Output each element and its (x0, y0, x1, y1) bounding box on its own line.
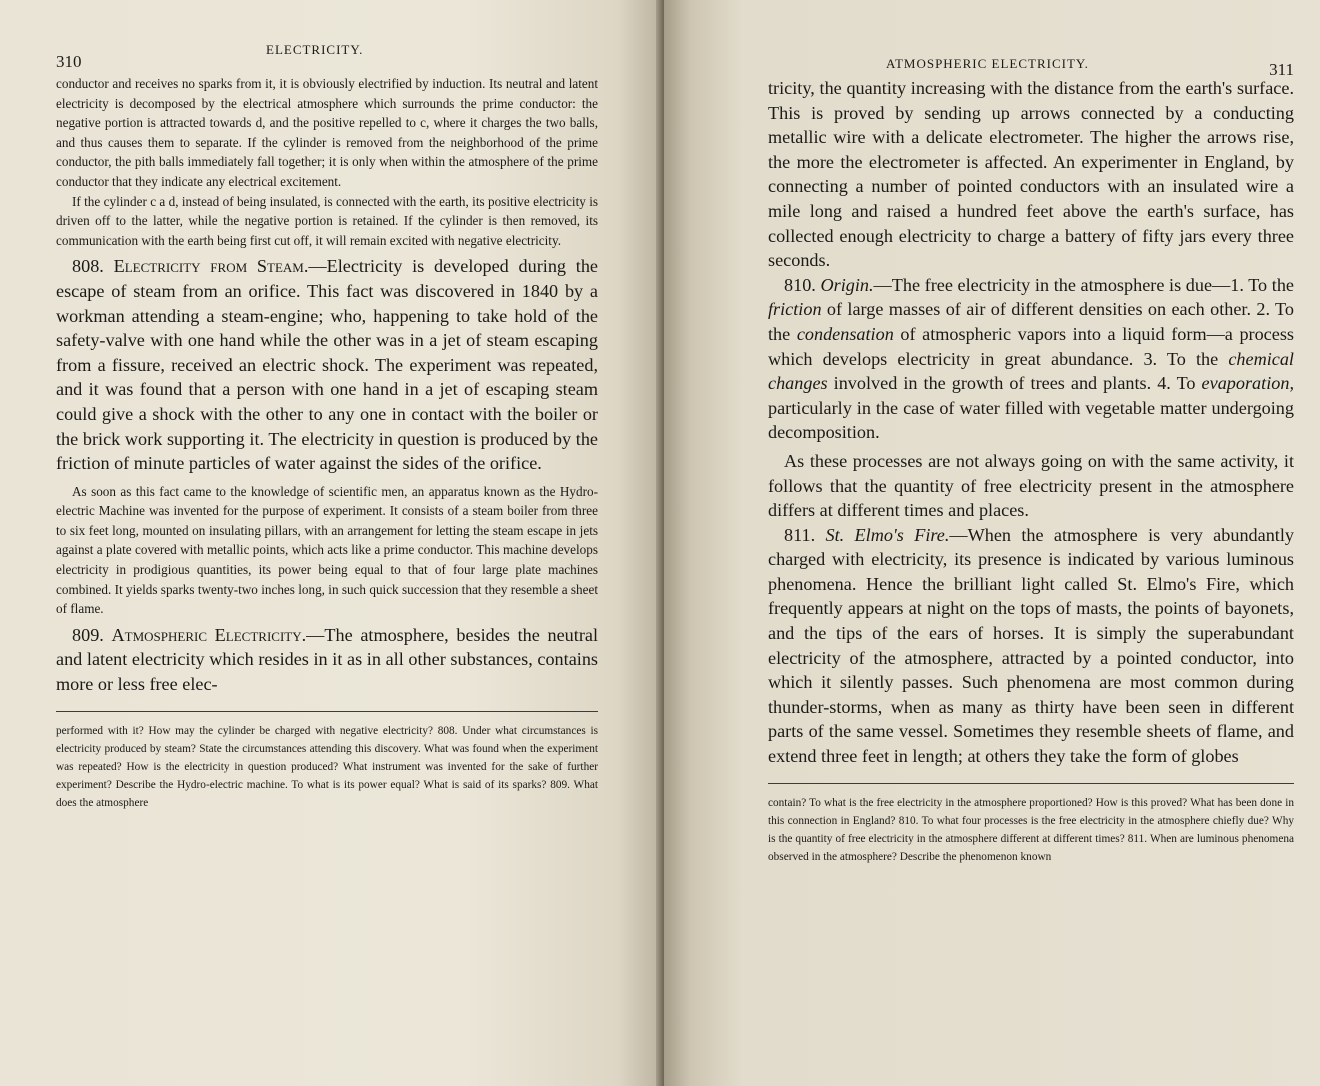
section-number: 808. (72, 256, 104, 277)
right-page (664, 0, 1320, 1086)
footnote-questions: performed with it? How may the cylinder be charged with negative electricity? 808. Under what circumstances is electricity produced by steam? State the circumstances attending this discovery. What was found when the experiment was repeated? How is the electricity in question produced? What instrument was invented for the sake of further experiment? Describe the Hydro-electric machine. To what is its power equal? What is said of its sparks? 809. What does the atmosphere (56, 724, 598, 809)
section-810 (768, 273, 1294, 445)
section-heading: Electricity from Steam. (113, 256, 309, 277)
section-heading: St. Elmo's Fire. (825, 524, 950, 545)
footnote-divider (768, 783, 1294, 784)
section-text: —When the atmosphere is very abundantly charged with electricity, its presence is indicated by various luminous phenomena. Hence the brilliant light called St. Elmo's Fire, which frequently appears at night on the tops of masts, the points of bayonets, and the tips of the ears of horses. It is simply the superabundant electricity of the atmosphere, attracted by a pointed conductor, into which it silently passes. Such phenomena are most common during thunder-storms, when as many as thirty have been seen in different parts of the same vessel. Sometimes they resemble sheets of flame, and extend three feet in length; at others they take the form of globes (768, 524, 1294, 767)
paragraph: As soon as this fact came to the knowledge of scientific men, an apparatus known as the Hydro-electric Machine was invented for the purpose of experiment. It consists of a steam boiler from three to six feet long, mounted on insulating pillars, with an arrangement for letting the steam escape in jets against a plate covered with metallic points, which acts like a prime conductor. This machine develops electricity in prodigious quantities, its power being equal to that of four large plate machines combined. It yields sparks twenty-two inches long, in such quick succession that they resemble a sheet of flame. (56, 483, 598, 617)
paragraph: If the cylinder c a d, instead of being insulated, is connected with the earth, its positive electricity is driven off to the latter, while the negative portion is retained. If the cylinder is then removed, its communication with the earth being first cut off, it will remain excited with negative electricity. (56, 193, 598, 248)
section-heading: Atmospheric Electricity. (111, 624, 307, 645)
section-811 (768, 523, 1294, 769)
section-808 (56, 254, 598, 475)
paragraph: conductor and receives no sparks from it, it is obviously electrified by induction. Its neutral and latent electricity is decomposed by the electrical atmosphere which surrounds the prime conductor: the negative portion is attracted towards d, and the positive repelled to c, where it charges the two balls, and thus causes them to separate. If the cylinder is removed from the neighborhood of the prime conductor, the pith balls immediately fall together; it is only when within the atmosphere of the prime conductor that they indicate any electrical excitement. (56, 76, 598, 189)
page-number: 311 (1269, 60, 1294, 79)
running-title: ELECTRICITY. (266, 42, 364, 57)
paragraph: tricity, the quantity increasing with the distance from the earth's surface. This is proved by sending up arrows connected by a conducting metallic wire with a delicate electrometer. The higher the arrows rise, the more the electrometer is affected. An experimenter in England, by connecting a number of pointed conductors with an insulated wire a mile long and raised a hundred feet above the earth's surface, has collected enough electricity to charge a battery of fifty jars every three seconds. (768, 78, 1294, 271)
running-title: ATMOSPHERIC ELECTRICITY. (886, 56, 1089, 71)
section-text: involved in the growth of trees and plants. 4. To (827, 373, 1202, 394)
right-page-header (768, 40, 1294, 79)
paragraph: As these processes are not always going on with the same activity, it follows that the quantity of free electricity present in the atmosphere differs at different times and places. (768, 450, 1294, 521)
page-number: 310 (56, 52, 82, 71)
section-text: of large masses of air of different densities on each other. 2. To the (768, 299, 1294, 344)
section-text: —Electricity is developed during the escape of steam from an orifice. This fact was discovered in 1840 by a workman attending a steam-engine; who, happening to take hold of the safety-valve with one hand while the other was in a jet of steam escaping from a fissure, received an electric shock. The experiment was repeated, and it was found that a person with one hand in a jet of escaping steam could give a shock with the other to any one in contact with the boiler or the brick work supporting it. The electricity in question is produced by the friction of minute particles of water against the sides of the orifice. (56, 256, 598, 474)
section-number: 809. (72, 624, 104, 645)
emphasis: chemical changes (768, 348, 1294, 394)
section-text: —The free electricity in the atmosphere is due—1. To the (873, 274, 1295, 295)
emphasis: evaporation, (1201, 373, 1294, 394)
footnote-questions: contain? To what is the free electricity in the atmosphere proportioned? How is this proved? What has been done in this connection in England? 810. To what four processes is the free electricity in the atmosphere chiefly due? Why is the quantity of free electricity in the atmosphere different at different times? 811. When are luminous phenomena observed in the atmosphere? Describe the phenomenon known (768, 796, 1294, 863)
left-page-header (56, 40, 598, 74)
section-text: —The atmosphere, besides the neutral and latent electricity which resides in it as in all other substances, contains more or less free elec- (56, 624, 599, 695)
section-heading: Origin. (820, 274, 874, 295)
section-text: particularly in the case of water filled with vegetable matter undergoing decomposition. (768, 397, 1294, 443)
section-text: of atmospheric vapors into a liquid form—a process which develops electricity in great abundance. 3. To the (768, 323, 1294, 369)
emphasis: friction (768, 299, 822, 320)
section-number: 810. (784, 274, 816, 295)
footnote-divider (56, 711, 598, 712)
emphasis: condensation (796, 323, 894, 344)
section-809 (56, 623, 598, 697)
section-number: 811. (784, 524, 816, 545)
